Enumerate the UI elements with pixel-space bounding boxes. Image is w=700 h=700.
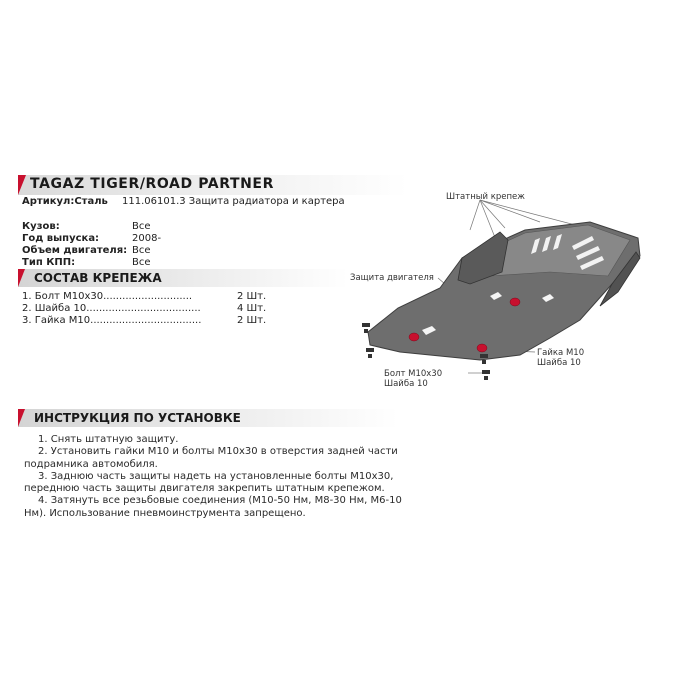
spec-label: Год выпуска: — [22, 233, 100, 244]
callout-washer: Шайба 10 — [537, 358, 581, 368]
kit-item-name: 3. Гайка М10................................... — [22, 315, 202, 326]
callout-std-fastener: Штатный крепеж — [446, 192, 525, 202]
instruction-step: 4. Затянуть все резьбовые соединения (М10-50 Нм, М8-30 Нм, М6-10 Нм). Использование пневмоинструмента запрещено. — [24, 495, 402, 519]
callout-engine-guard: Защита двигателя — [350, 273, 434, 283]
instructions-section-title: ИНСТРУКЦИЯ ПО УСТАНОВКЕ — [34, 411, 241, 425]
kit-item — [22, 291, 267, 302]
product-title: TAGAZ TIGER/ROAD PARTNER — [30, 176, 274, 192]
kit-item-name: 1. Болт М10х30............................ — [22, 291, 193, 302]
instruction-step: 3. Заднюю часть защиты надеть на установленные болты М10х30, переднюю часть защиты двигателя закрепить штатным крепежом. — [24, 470, 394, 495]
kit-item-qty: 4 Шт. — [237, 303, 267, 314]
spec-label: Объем двигателя: — [22, 245, 128, 256]
article-value: 111.06101.3 Защита радиатора и картера — [122, 196, 345, 207]
kit-item-qty: 2 Шт. — [237, 291, 267, 302]
spec-value: 2008- — [132, 233, 162, 244]
callout-bolt: Болт М10х30 — [384, 369, 443, 379]
callout-washer: Шайба 10 — [384, 379, 428, 389]
article-row — [22, 196, 345, 207]
spec-label: Кузов: — [22, 221, 60, 232]
kit-section-title: СОСТАВ КРЕПЕЖА — [34, 271, 162, 285]
spec-value: Все — [132, 245, 151, 256]
article-label: Артикул:Сталь — [22, 196, 108, 207]
spec-engine — [22, 245, 151, 256]
instructions-text — [24, 434, 404, 520]
kit-item-qty: 2 Шт. — [237, 315, 267, 326]
spec-value: Все — [132, 257, 151, 268]
kit-item — [22, 315, 267, 326]
instruction-step: 2. Установить гайки М10 и болты М10х30 в отверстия задней части подрамника автомобиля. — [24, 446, 398, 470]
spec-year — [22, 233, 162, 244]
spec-gearbox — [22, 257, 151, 268]
spec-label: Тип КПП: — [22, 257, 76, 268]
callout-nut: Гайка М10 — [537, 348, 585, 358]
kit-item-name: 2. Шайба 10.................................... — [22, 303, 201, 314]
instruction-step: 1. Снять штатную защиту. — [38, 434, 179, 445]
kit-item — [22, 303, 267, 314]
spec-value: Все — [132, 221, 151, 232]
spec-body — [22, 221, 151, 232]
